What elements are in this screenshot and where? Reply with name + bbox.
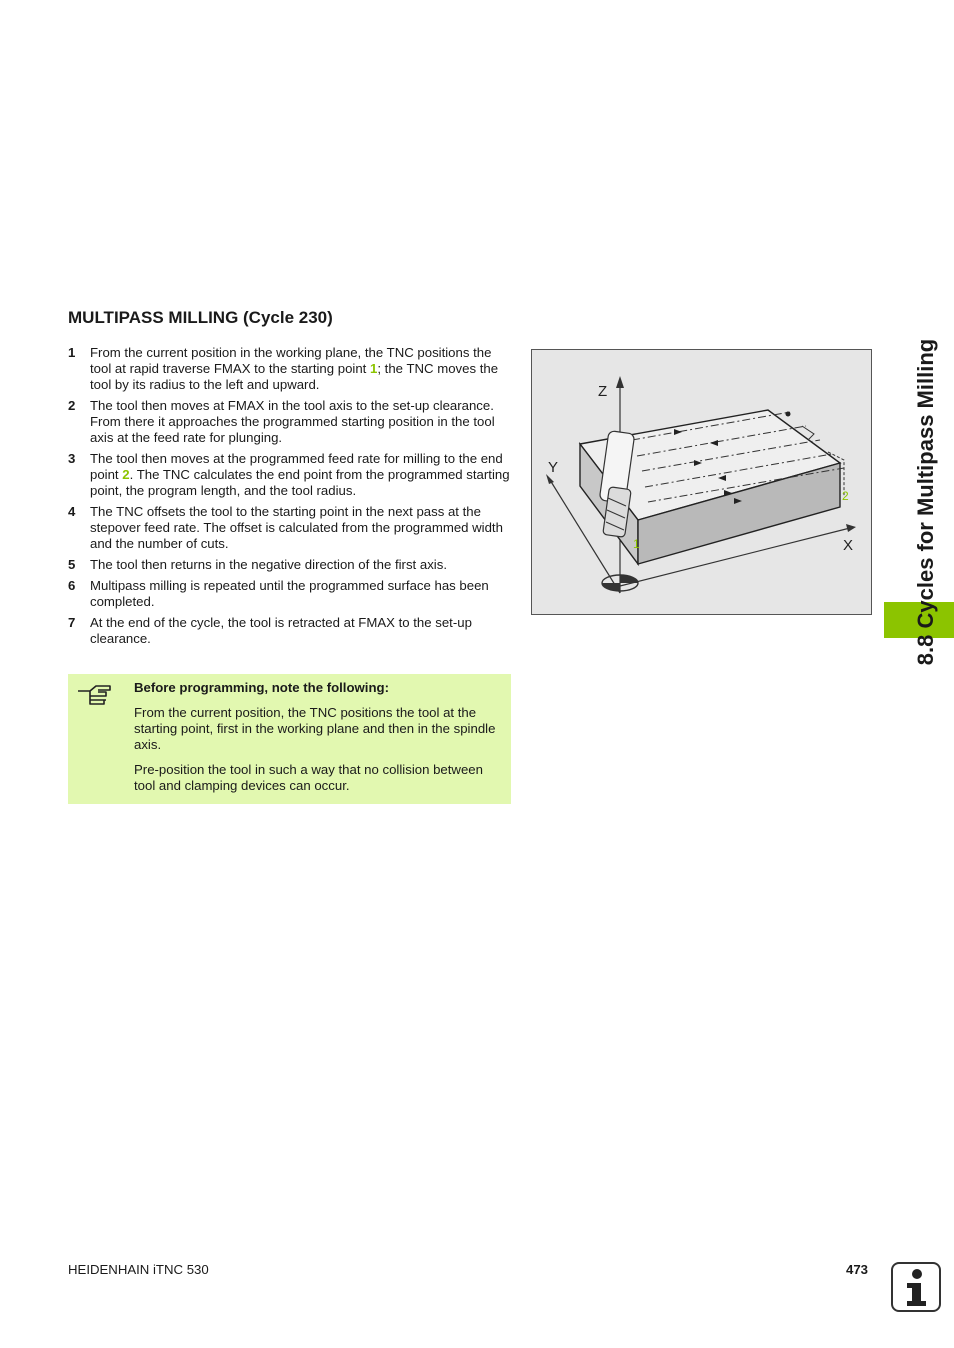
step-point-ref: 2 (122, 467, 130, 482)
step-point-ref: 1 (370, 361, 378, 376)
step-number: 6 (68, 578, 76, 593)
chapter-title (911, 313, 941, 691)
step-item (68, 451, 510, 499)
step-text: From the current position in the working plane, the TNC positions the tool at rapid traverse FMAX to the starting point (90, 345, 492, 376)
step-number: 7 (68, 615, 76, 630)
step-text: The tool then returns in the negative direction of the first axis. (90, 557, 447, 572)
x-axis-label: X (843, 537, 854, 554)
footer-product: HEIDENHAIN iTNC 530 (68, 1262, 209, 1277)
y-axis-label: Y (548, 459, 559, 476)
step-number: 4 (68, 504, 76, 519)
note-paragraph: From the current position, the TNC positions the tool at the starting point, first in the working plane and then in the spindle axis. (134, 705, 496, 752)
point-1-label: 1 (633, 537, 640, 551)
step-number: 5 (68, 557, 76, 572)
milling-figure (531, 349, 872, 615)
step-item (68, 345, 510, 393)
info-icon[interactable] (891, 1262, 941, 1312)
step-number: 1 (68, 345, 76, 360)
note-paragraph: Pre-position the tool in such a way that no collision between tool and clamping devices can occur. (134, 762, 483, 793)
point-2-label: 2 (842, 489, 849, 503)
step-item (68, 557, 510, 573)
step-text: . The TNC calculates the end point from the programmed starting point, the program length, and the tool radius. (90, 467, 510, 498)
x-axis-arrow (846, 524, 856, 532)
step-text: The TNC offsets the tool to the starting point in the next pass at the stepover feed rate. The offset is calculated from the programmed width and the number of cuts. (90, 504, 503, 551)
step-text: Multipass milling is repeated until the programmed surface has been completed. (90, 578, 489, 609)
milling-diagram (532, 350, 871, 614)
step-item (68, 398, 510, 446)
z-axis-arrow (616, 376, 624, 388)
step-text: At the end of the cycle, the tool is retracted at FMAX to the set-up clearance. (90, 615, 472, 646)
step-text: ; the TNC moves the tool by its radius to the left and upward. (90, 361, 499, 392)
step-text: The tool then moves at the programmed feed rate for milling to the end point (90, 451, 503, 482)
note-box (68, 674, 511, 804)
step-number: 2 (68, 398, 76, 413)
pointing-hand-icon (76, 682, 112, 708)
step-item (68, 578, 510, 610)
step-text: The tool then moves at FMAX in the tool axis to the set-up clearance. From there it approaches the programmed starting position in the tool axis at the feed rate for plunging. (90, 398, 495, 445)
step-list (68, 345, 510, 652)
path-start-dot (786, 412, 791, 417)
step-number: 3 (68, 451, 76, 466)
step-item (68, 504, 510, 552)
section-title: MULTIPASS MILLING (Cycle 230) (68, 308, 333, 327)
note-title: Before programming, note the following: (134, 680, 389, 695)
step-item (68, 615, 510, 647)
chapter-title-text: 8.8 Cycles for Multipass Milling (913, 338, 938, 666)
z-axis-label: Z (598, 383, 608, 400)
page-number: 473 (846, 1262, 869, 1277)
